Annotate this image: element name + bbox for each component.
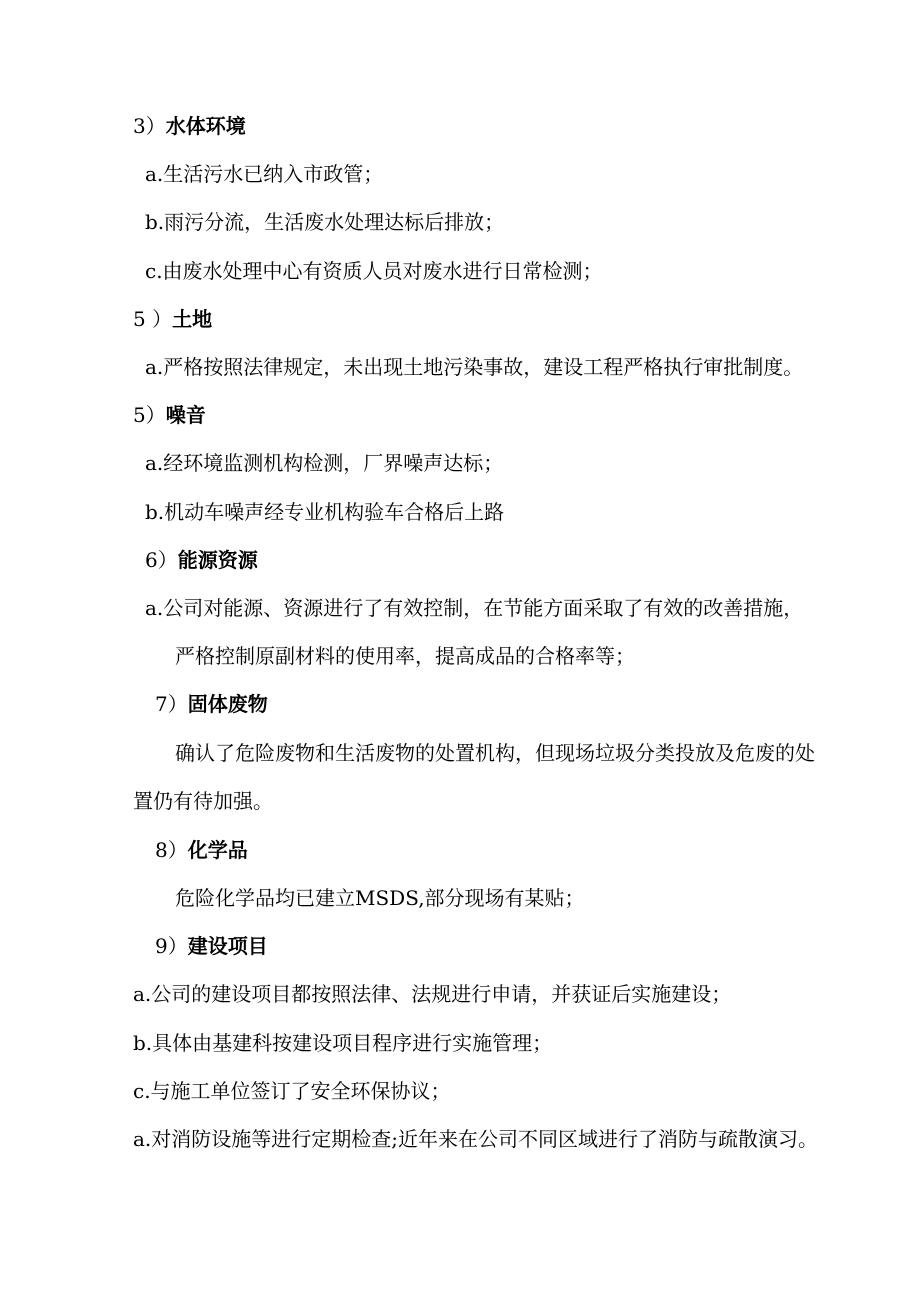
section-heading-construction [155, 934, 268, 958]
section-number: 9） [155, 934, 188, 958]
section-heading-water [133, 114, 246, 138]
section-title: 化学品 [187, 838, 248, 862]
section-title: 固体废物 [187, 692, 268, 716]
paragraph-line: 置仍有待加强。 [133, 789, 273, 813]
section-heading-noise [133, 403, 206, 427]
list-item: a.生活污水已纳入市政管； [145, 162, 384, 186]
section-heading-chemicals [155, 838, 248, 862]
section-title: 土地 [172, 307, 213, 331]
section-number: 6） [145, 548, 178, 572]
section-number: 8） [155, 838, 188, 862]
section-heading-energy [145, 548, 258, 572]
section-number: 3） [133, 114, 166, 138]
list-item: b.雨污分流，生活废水处理达标后排放； [145, 210, 505, 234]
section-heading-solid-waste [155, 692, 268, 716]
section-title: 噪音 [165, 403, 206, 427]
section-number: 7） [155, 692, 188, 716]
list-item: c.与施工单位签订了安全环保协议； [133, 1079, 451, 1103]
list-item: a.对消防设施等进行定期检查;近年来在公司不同区域进行了消防与疏散演习。 [133, 1127, 819, 1151]
section-title: 能源资源 [177, 548, 258, 572]
list-item: a.公司对能源、资源进行了有效控制，在节能方面采取了有效的改善措施， [145, 596, 804, 620]
list-item: b.机动车噪声经专业机构验车合格后上路 [145, 500, 505, 524]
list-item: c.由废水处理中心有资质人员对废水进行日常检测； [145, 259, 603, 283]
paragraph-line: 确认了危险废物和生活废物的处置机构，但现场垃圾分类投放及危废的处 [175, 741, 815, 765]
paragraph-line: 危险化学品均已建立MSDS,部分现场有某贴； [175, 886, 585, 910]
section-number: 5 ） [133, 307, 173, 331]
section-title: 水体环境 [165, 114, 246, 138]
list-item: a.严格按照法律规定，未出现土地污染事故，建设工程严格执行审批制度。 [145, 355, 804, 379]
list-item: a.公司的建设项目都按照法律、法规进行申请，并获证后实施建设； [133, 982, 732, 1006]
section-title: 建设项目 [187, 934, 268, 958]
list-item: b.具体由基建科按建设项目程序进行实施管理； [133, 1031, 553, 1055]
list-item-continuation: 严格控制原副材料的使用率，提高成品的合格率等； [175, 644, 635, 668]
section-number: 5） [133, 403, 166, 427]
list-item: a.经环境监测机构检测，厂界噪声达标； [145, 451, 504, 475]
section-heading-land [133, 307, 212, 331]
